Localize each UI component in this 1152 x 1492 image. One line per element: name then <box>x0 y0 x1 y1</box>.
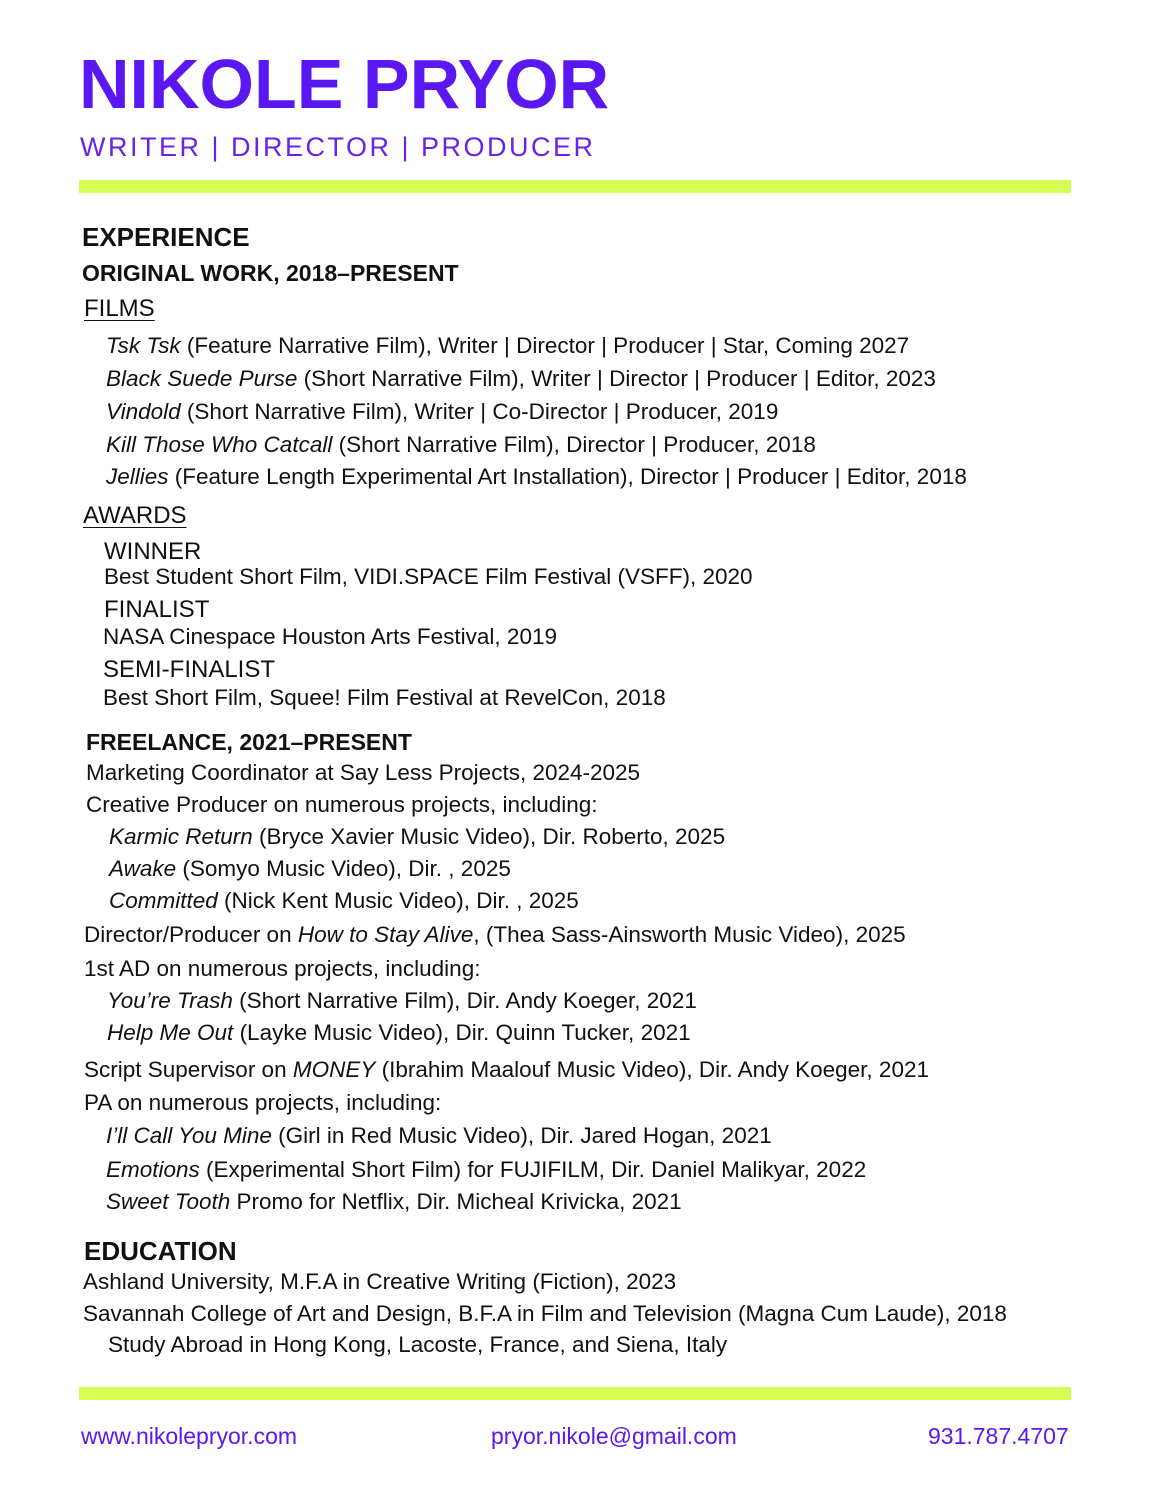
award-detail: Best Short Film, Squee! Film Festival at RevelCon, 2018 <box>103 685 666 710</box>
education-item: Study Abroad in Hong Kong, Lacoste, France, and Siena, Italy <box>108 1332 728 1357</box>
film-item: Vindold (Short Narrative Film), Writer | Co-Director | Producer, 2019 <box>106 399 779 424</box>
freelance-subitem: Committed (Nick Kent Music Video), Dir. , 2025 <box>109 888 579 913</box>
film-item: Kill Those Who Catcall (Short Narrative Film), Director | Producer, 2018 <box>106 432 816 457</box>
award-detail: Best Student Short Film, VIDI.SPACE Film Festival (VSFF), 2020 <box>104 564 753 589</box>
award-level: FINALIST <box>104 596 210 623</box>
original-work-heading: ORIGINAL WORK, 2018–PRESENT <box>82 260 459 286</box>
freelance-line: Creative Producer on numerous projects, including: <box>86 792 598 817</box>
experience-heading: EXPERIENCE <box>82 222 250 252</box>
award-detail: NASA Cinespace Houston Arts Festival, 2019 <box>103 624 557 649</box>
freelance-line: 1st AD on numerous projects, including: <box>84 956 481 981</box>
phone-number: 931.787.4707 <box>928 1423 1069 1449</box>
email-link[interactable]: pryor.nikole@gmail.com <box>491 1423 737 1449</box>
freelance-line: PA on numerous projects, including: <box>84 1090 442 1115</box>
award-level: SEMI-FINALIST <box>103 656 276 683</box>
education-heading: EDUCATION <box>84 1236 237 1266</box>
resume-name: NIKOLE PRYOR <box>79 45 610 123</box>
films-label: FILMS <box>84 295 155 322</box>
freelance-line: Director/Producer on How to Stay Alive, (Thea Sass-Ainsworth Music Video), 2025 <box>84 922 906 947</box>
award-level: WINNER <box>104 538 202 565</box>
freelance-line: Marketing Coordinator at Say Less Projects, 2024-2025 <box>86 760 641 785</box>
education-item: Savannah College of Art and Design, B.F.A in Film and Television (Magna Cum Laude), 2018 <box>83 1301 1007 1326</box>
awards-label: AWARDS <box>83 502 187 529</box>
website-link[interactable]: www.nikolepryor.com <box>81 1423 298 1449</box>
film-item: Tsk Tsk (Feature Narrative Film), Writer | Director | Producer | Star, Coming 2027 <box>106 333 910 358</box>
freelance-subitem: Emotions (Experimental Short Film) for FUJIFILM, Dir. Daniel Malikyar, 2022 <box>106 1157 867 1182</box>
top-divider <box>79 180 1071 193</box>
freelance-line: Script Supervisor on MONEY (Ibrahim Maalouf Music Video), Dir. Andy Koeger, 2021 <box>84 1057 929 1082</box>
freelance-subitem: Awake (Somyo Music Video), Dir. , 2025 <box>109 856 511 881</box>
film-item: Jellies (Feature Length Experimental Art Installation), Director | Producer | Editor, 2018 <box>106 464 967 489</box>
bottom-divider <box>79 1387 1071 1400</box>
freelance-subitem: You’re Trash (Short Narrative Film), Dir. Andy Koeger, 2021 <box>107 988 697 1013</box>
film-item: Black Suede Purse (Short Narrative Film), Writer | Director | Producer | Editor, 2023 <box>106 366 936 391</box>
freelance-subitem: Karmic Return (Bryce Xavier Music Video), Dir. Roberto, 2025 <box>109 824 726 849</box>
freelance-subitem: Sweet Tooth Promo for Netflix, Dir. Micheal Krivicka, 2021 <box>106 1189 682 1214</box>
resume-subtitle: WRITER | DIRECTOR | PRODUCER <box>80 132 596 162</box>
education-item: Ashland University, M.F.A in Creative Writing (Fiction), 2023 <box>83 1269 677 1294</box>
freelance-heading: FREELANCE, 2021–PRESENT <box>86 729 412 755</box>
freelance-subitem: Help Me Out (Layke Music Video), Dir. Quinn Tucker, 2021 <box>107 1020 691 1045</box>
freelance-subitem: I’ll Call You Mine (Girl in Red Music Video), Dir. Jared Hogan, 2021 <box>106 1123 772 1148</box>
